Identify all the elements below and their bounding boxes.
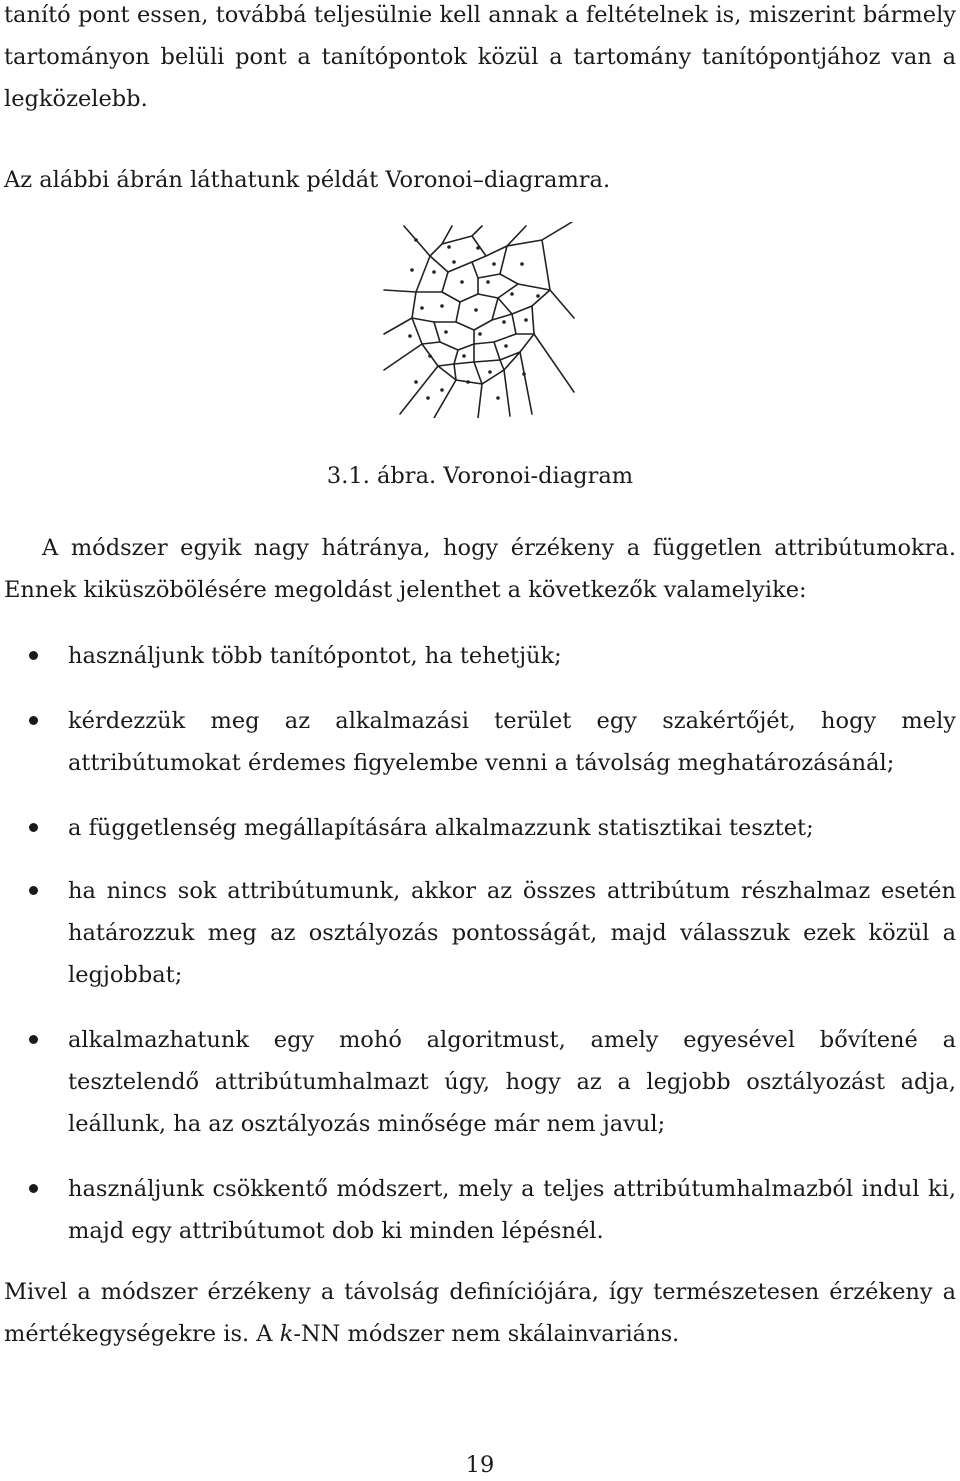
bullet-icon: [29, 823, 38, 832]
list-item: ha nincs sok attribútumunk, akkor az összes attribútum részhalmaz esetén határozzuk meg az osztályozás pontosságát, majd válasszuk ezek közül a legjobbat;: [68, 878, 956, 988]
bullet-icon: [29, 1184, 38, 1193]
bullet-icon: [29, 886, 38, 895]
bullet-icon: [29, 651, 38, 660]
paragraph-intro: tanító pont essen, továbbá teljesülnie kell annak a feltételnek is, miszerint bármely tartományon belüli pont a tanítópontok közül a tartomány tanítópontjához van a legközelebb.: [4, 2, 956, 112]
paragraph-conclusion: [4, 1271, 956, 1355]
paragraph-drawback: A módszer egyik nagy hátránya, hogy érzékeny a független attribútumokra. Ennek kiküszöbölésére megoldást jelenthet a következők valamelyike:: [4, 535, 956, 603]
conclusion-text-b: -NN módszer nem skálainvariáns.: [293, 1321, 680, 1347]
conclusion-text-a: Mivel a módszer érzékeny a távolság definíciójára, így természetesen érzékeny a mértékegységekre is. A: [4, 1279, 956, 1347]
list-item: a függetlenség megállapítására alkalmazzunk statisztikai tesztet;: [68, 815, 814, 841]
list-item: alkalmazhatunk egy mohó algoritmust, amely egyesével bővítené a tesztelendő attribútumhalmazt úgy, hogy az a legjobb osztályozást adja, leállunk, ha az osztályozás minősége már nem javul;: [68, 1027, 956, 1137]
k-variable: k: [279, 1321, 294, 1347]
list-item: használjunk több tanítópontot, ha tehetjük;: [68, 643, 562, 669]
paragraph-figure-intro: Az alábbi ábrán láthatunk példát Voronoi–diagramra.: [4, 167, 611, 193]
bullet-icon: [29, 716, 38, 725]
list-item: kérdezzük meg az alkalmazási terület egy szakértőjét, hogy mely attribútumokat érdemes figyelembe venni a távolság meghatározásánál;: [68, 708, 956, 776]
list-item: használjunk csökkentő módszert, mely a teljes attribútumhalmazból indul ki, majd egy attribútumot dob ki minden lépésnél.: [68, 1176, 956, 1244]
bullet-icon: [29, 1035, 38, 1044]
page-number: 19: [465, 1452, 495, 1478]
figure-caption: 3.1. ábra. Voronoi-diagram: [326, 463, 634, 489]
